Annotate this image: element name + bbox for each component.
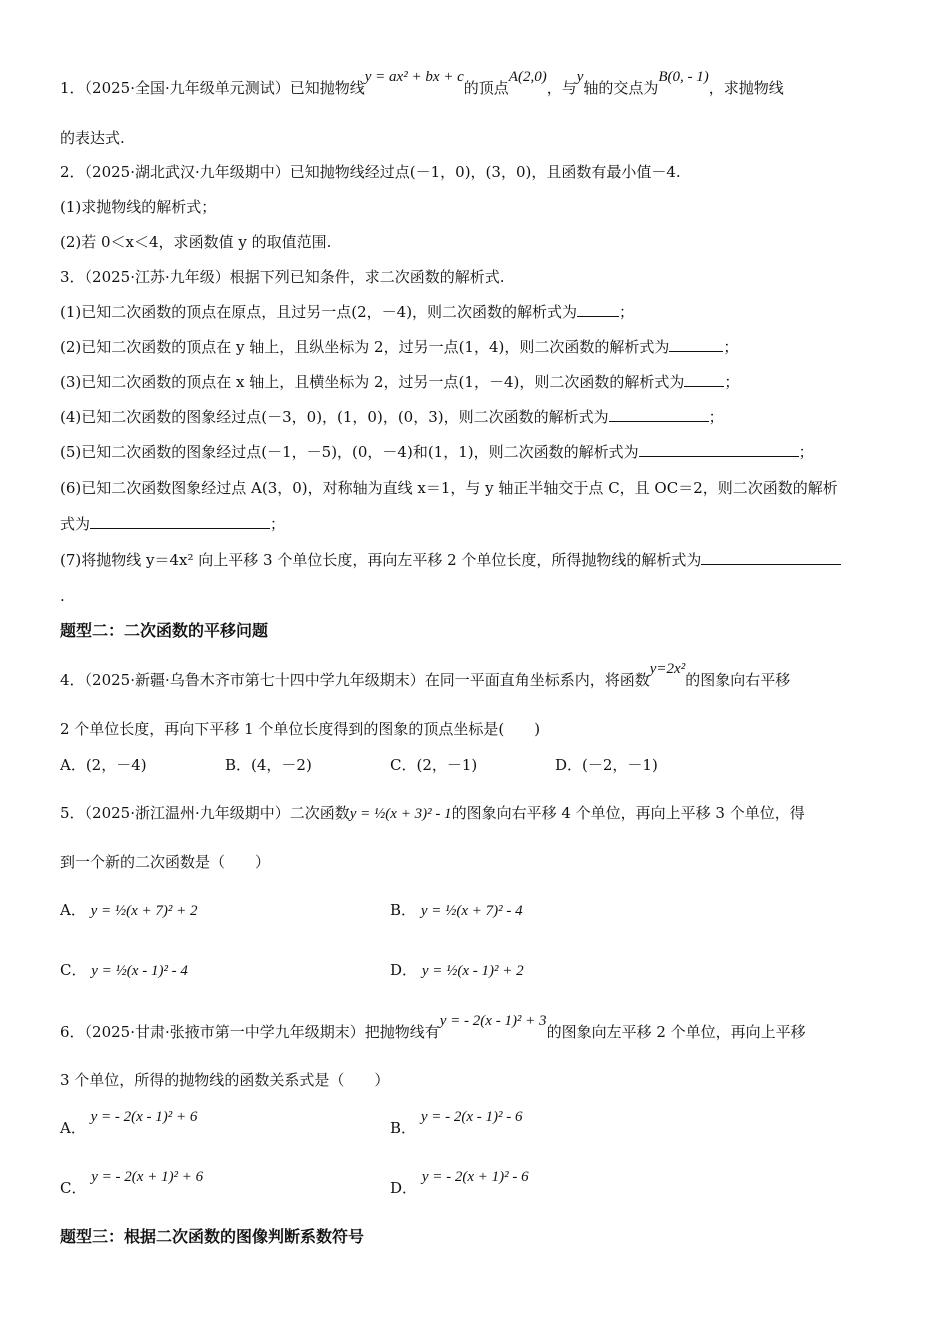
semicolon: ； xyxy=(723,338,739,356)
q4-option-b[interactable]: B．(4，－2) xyxy=(225,756,312,774)
semicolon: ； xyxy=(724,373,740,391)
q1-text-with: ，与 xyxy=(546,79,577,97)
option-label: C． xyxy=(60,1179,87,1197)
section-heading-3: 题型三：根据二次函数的图像判断系数符号 xyxy=(60,1227,365,1246)
option-label: A． xyxy=(60,1119,86,1137)
semicolon: ； xyxy=(270,515,286,533)
q1-equation: y = ax² + bx + c xyxy=(364,69,464,85)
question-1-line-2: 的表达式. xyxy=(60,129,125,147)
q3-sub4-text: (4)已知二次函数的图象经过点(－3，0)，(1，0)，(0，3)，则二次函数的解析式为 xyxy=(60,408,609,426)
question-6-line-2: 3 个单位，所得的抛物线的函数关系式是（ ） xyxy=(60,1071,390,1089)
question-3-sub-7-end: . xyxy=(60,587,65,605)
question-3-sub-4 xyxy=(60,407,724,427)
question-5-line-2: 到一个新的二次函数是（ ） xyxy=(60,853,271,871)
q6-option-b-formula: y = - 2(x - 1)² - 6 xyxy=(420,1109,523,1125)
option-label: A． xyxy=(60,901,86,919)
question-5-line-1 xyxy=(60,803,805,824)
section-heading-2: 题型二：二次函数的平移问题 xyxy=(60,621,269,640)
answer-blank[interactable] xyxy=(639,442,799,457)
q4-text: 4．（2025·新疆·乌鲁木齐市第七十四中学九年级期末）在同一平面直角坐标系内，将函数 xyxy=(60,671,650,689)
question-2-sub-1: (1)求抛物线的解析式； xyxy=(60,198,217,216)
q6-option-c-formula: y = - 2(x + 1)² + 6 xyxy=(91,1169,204,1185)
q6-text-end: 的图象向左平移 2 个单位，再向上平移 xyxy=(546,1023,806,1041)
q6-option-b[interactable] xyxy=(390,1109,523,1139)
question-4-line-1 xyxy=(60,661,791,691)
question-3-sub-7 xyxy=(60,550,841,570)
q1-vertex-point: A(2,0) xyxy=(508,69,547,85)
q6-option-c[interactable] xyxy=(60,1169,204,1199)
answer-blank[interactable] xyxy=(701,550,841,565)
q3-sub6-text: 式为 xyxy=(60,515,91,533)
semicolon: ； xyxy=(708,408,724,426)
q1-text: 1．（2025·全国·九年级单元测试）已知抛物线 xyxy=(60,79,365,97)
question-3-sub-2 xyxy=(60,337,738,357)
q3-sub2-text: (2)已知二次函数的顶点在 y 轴上，且纵坐标为 2，过另一点(1，4)，则二次函数的解析式为 xyxy=(60,338,670,356)
q3-sub3-text: (3)已知二次函数的顶点在 x 轴上，且横坐标为 2，过另一点(1，－4)，则二次函数的解析式为 xyxy=(60,373,685,391)
semicolon: ； xyxy=(798,443,814,461)
semicolon: ； xyxy=(619,303,635,321)
question-3-sub-1 xyxy=(60,302,634,322)
option-label: B． xyxy=(390,1119,417,1137)
question-3-sub-6-line-2 xyxy=(60,514,285,534)
question-3-sub-6-line-1: (6)已知二次函数图象经过点 A(3，0)，对称轴为直线 x＝1，与 y 轴正半轴交于点 C，且 OC＝2，则二次函数的解析 xyxy=(60,479,838,497)
answer-blank[interactable] xyxy=(577,302,619,317)
q5-option-b-formula: y = ½(x + 7)² - 4 xyxy=(420,903,523,919)
q5-option-d[interactable] xyxy=(390,960,524,981)
answer-blank[interactable] xyxy=(669,337,723,352)
option-label: D． xyxy=(390,961,418,979)
q1-text-intersect: 轴的交点为 xyxy=(583,79,659,97)
q3-sub5-text: (5)已知二次函数的图象经过点(－1，－5)，(0，－4)和(1，1)，则二次函数的解析式为 xyxy=(60,443,639,461)
q4-text-end: 的图象向右平移 xyxy=(685,671,791,689)
q5-option-c-formula: y = ½(x - 1)² - 4 xyxy=(91,963,188,979)
q4-option-c[interactable]: C．(2，－1) xyxy=(390,756,478,774)
q1-axis-var: y xyxy=(576,69,584,85)
q4-option-a[interactable]: A．(2，－4) xyxy=(60,756,147,774)
option-label: D． xyxy=(390,1179,418,1197)
question-6-line-1 xyxy=(60,1013,806,1043)
answer-blank[interactable] xyxy=(90,514,270,529)
q6-option-d[interactable] xyxy=(390,1169,529,1199)
q3-sub7-text: (7)将抛物线 y＝4x² 向上平移 3 个单位长度，再向左平移 2 个单位长度，所得抛物线的解析式为 xyxy=(60,551,702,569)
q1-text-vertex: 的顶点 xyxy=(463,79,509,97)
q4-option-d[interactable]: D．(－2，－1) xyxy=(555,756,658,774)
q5-option-d-formula: y = ½(x - 1)² + 2 xyxy=(421,963,524,979)
q4-equation: y=2x² xyxy=(649,661,686,677)
question-2-line-1: 2．（2025·湖北武汉·九年级期中）已知抛物线经过点(－1，0)，(3，0)，且函数有最小值－4. xyxy=(60,163,681,181)
q6-option-a[interactable] xyxy=(60,1109,198,1139)
question-3-sub-5 xyxy=(60,442,814,462)
q3-sub1-text: (1)已知二次函数的顶点在原点，且过另一点(2，－4)，则二次函数的解析式为 xyxy=(60,303,578,321)
q6-option-a-formula: y = - 2(x - 1)² + 6 xyxy=(90,1109,198,1125)
answer-blank[interactable] xyxy=(609,407,709,422)
q5-option-c[interactable] xyxy=(60,960,188,981)
question-1-line-1 xyxy=(60,69,784,99)
question-3-line-1: 3．（2025·江苏·九年级）根据下列已知条件，求二次函数的解析式. xyxy=(60,268,505,286)
question-2-sub-2: (2)若 0＜x＜4，求函数值 y 的取值范围. xyxy=(60,233,332,251)
answer-blank[interactable] xyxy=(684,372,724,387)
question-3-sub-3 xyxy=(60,372,739,392)
question-4-line-2: 2 个单位长度，再向下平移 1 个单位长度得到的图象的顶点坐标是( ) xyxy=(60,720,541,738)
q1-text-end: ，求抛物线 xyxy=(708,79,784,97)
q6-option-d-formula: y = - 2(x + 1)² - 6 xyxy=(421,1169,529,1185)
q5-equation: y = ½(x + 3)² - 1 xyxy=(349,806,452,822)
q1-intercept-point: B(0, - 1) xyxy=(658,69,709,85)
q5-text: 5．（2025·浙江温州·九年级期中）二次函数 xyxy=(60,804,350,822)
q6-text: 6．（2025·甘肃·张掖市第一中学九年级期末）把抛物线有 xyxy=(60,1023,440,1041)
q5-text-end: 的图象向右平移 4 个单位，再向上平移 3 个单位，得 xyxy=(451,804,805,822)
q5-option-b[interactable] xyxy=(390,900,523,921)
q6-equation: y = - 2(x - 1)² + 3 xyxy=(439,1013,547,1029)
q5-option-a[interactable] xyxy=(60,900,198,921)
option-label: B． xyxy=(390,901,417,919)
q5-option-a-formula: y = ½(x + 7)² + 2 xyxy=(90,903,198,919)
option-label: C． xyxy=(60,961,87,979)
